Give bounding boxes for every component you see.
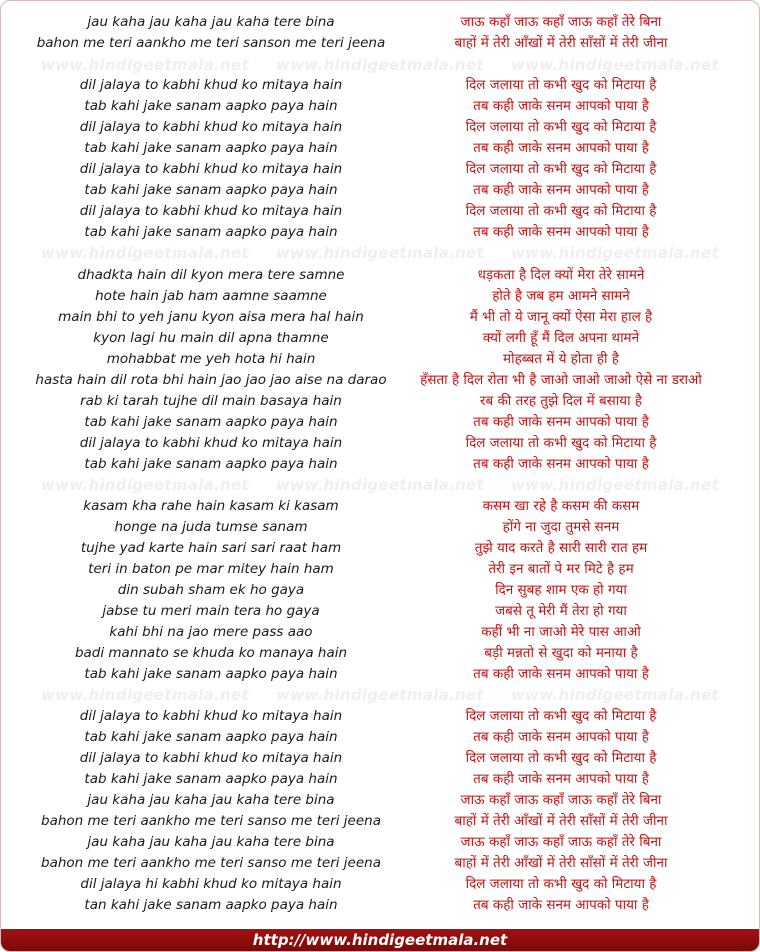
lyric-line-hindi: दिल जलाया तो कभी खुद को मिटाया है [465, 161, 657, 177]
lyric-line-roman: dil jalaya to kabhi khud ko mitaya hain [79, 203, 343, 219]
lyric-line-hindi: दिल जलाया तो कभी खुद को मिटाया है [465, 77, 657, 93]
lyric-line-hindi: तब कही जाके सनम आपको पाया है [473, 897, 649, 913]
lyric-line-hindi: दिल जलाया तो कभी खुद को मिटाया है [465, 750, 657, 766]
lyric-line-roman: tab kahi jake sanam aapko paya hain [84, 140, 338, 156]
lyric-line-roman: tab kahi jake sanam aapko paya hain [84, 456, 338, 472]
lyric-line-roman: tab kahi jake sanam aapko paya hain [84, 729, 338, 745]
lyric-line-hindi: तुझे याद करते है सारी सारी रात हम [474, 540, 648, 556]
lyric-line-roman: tan kahi jake sanam aapko paya hain [84, 897, 338, 913]
footer-link[interactable]: http://www.hindigeetmala.net [252, 931, 508, 949]
lyric-line-hindi: होते है जब हम आमने सामने [492, 288, 630, 304]
lyric-line-roman: jau kaha jau kaha jau kaha tere bina [87, 14, 335, 30]
lyric-line-hindi: जाऊ कहाँ जाऊ कहाँ जाऊ कहाँ तेरे बिना [460, 792, 662, 808]
lyric-line-roman: hasta hain dil rota bhi hain jao jao jao aise na darao [35, 372, 387, 388]
lyric-line-roman: bahon me teri aankho me teri sanso me teri jeena [41, 813, 381, 829]
lyric-line-roman: dil jalaya hi kabhi khud ko mitaya hain [80, 876, 342, 892]
lyric-line-hindi: दिल जलाया तो कभी खुद को मिटाया है [465, 119, 657, 135]
lyric-line-hindi: बड़ी मन्नतो से खुदा को मनाया है [484, 645, 638, 661]
lyric-line-roman: tab kahi jake sanam aapko paya hain [84, 771, 338, 787]
lyric-line-roman: main bhi to yeh janu kyon aisa mera hal hain [58, 309, 364, 325]
lyric-line-roman: din subah sham ek ho gaya [117, 582, 305, 598]
lyric-line-roman: tab kahi jake sanam aapko paya hain [84, 182, 338, 198]
lyric-line-hindi: तब कही जाके सनम आपको पाया है [473, 414, 649, 430]
lyric-line-hindi: बाहों में तेरी आँखों में तेरी साँसों में तेरी जीना [454, 35, 668, 51]
watermark-text: www.hindigeetmala.net [41, 56, 249, 74]
lyric-line-roman: dil jalaya to kabhi khud ko mitaya hain [79, 161, 343, 177]
lyric-line-hindi: क्यों लगी हूँ मैं दिल अपना थामने [482, 330, 640, 346]
lyric-line-roman: jau kaha jau kaha jau kaha tere bina [87, 792, 335, 808]
lyric-line-hindi: कसम खा रहे है कसम की कसम [482, 498, 640, 514]
watermark-text: www.hindigeetmala.net [276, 476, 484, 494]
watermark-text: www.hindigeetmala.net [511, 56, 719, 74]
watermark-text: www.hindigeetmala.net [276, 686, 484, 704]
lyric-line-roman: teri in baton pe mar mitey hain ham [88, 561, 334, 577]
lyric-line-hindi: जबसे तू मेरी मैं तेरा हो गया [495, 603, 627, 619]
lyric-line-hindi: दिल जलाया तो कभी खुद को मिटाया है [465, 203, 657, 219]
lyric-line-roman: hote hain jab ham aamne saamne [95, 288, 327, 304]
lyric-line-roman: tujhe yad karte hain sari sari raat ham [80, 540, 342, 556]
lyric-line-hindi: रब की तरह तुझे दिल में बसाया है [479, 393, 643, 409]
lyric-line-hindi: तब कही जाके सनम आपको पाया है [473, 666, 649, 682]
lyric-line-roman: dil jalaya to kabhi khud ko mitaya hain [79, 119, 343, 135]
lyric-line-hindi: तेरी इन बातों पे मर मिटे है हम [488, 561, 634, 577]
lyric-line-roman: kasam kha rahe hain kasam ki kasam [83, 498, 339, 514]
lyric-line-hindi: दिल जलाया तो कभी खुद को मिटाया है [465, 876, 657, 892]
watermark-text: www.hindigeetmala.net [41, 686, 249, 704]
footer-bar [1, 929, 759, 951]
lyric-line-hindi: होंगे ना जुदा तुमसे सनम [502, 519, 620, 535]
lyric-line-hindi: कहीं भी ना जाओ मेरे पास आओ [481, 624, 641, 640]
watermark-text: www.hindigeetmala.net [276, 244, 484, 262]
lyric-line-roman: tab kahi jake sanam aapko paya hain [84, 98, 338, 114]
lyric-line-hindi: मोहब्बत में ये होता ही है [503, 351, 619, 367]
lyric-line-hindi: तब कही जाके सनम आपको पाया है [473, 140, 649, 156]
lyric-line-hindi: तब कही जाके सनम आपको पाया है [473, 182, 649, 198]
lyric-line-hindi: दिल जलाया तो कभी खुद को मिटाया है [465, 435, 657, 451]
lyric-line-hindi: तब कही जाके सनम आपको पाया है [473, 98, 649, 114]
lyric-line-roman: mohabbat me yeh hota hi hain [106, 351, 316, 367]
lyric-line-hindi: जाऊ कहाँ जाऊ कहाँ जाऊ कहाँ तेरे बिना [460, 14, 662, 30]
lyric-line-roman: dhadkta hain dil kyon mera tere samne [77, 267, 345, 283]
lyric-line-hindi: धड़कता है दिल क्यों मेरा तेरे सामने [477, 267, 645, 283]
lyric-line-hindi: दिन सुबह शाम एक हो गया [495, 582, 627, 598]
lyric-line-roman: tab kahi jake sanam aapko paya hain [84, 224, 338, 240]
lyric-line-roman: rab ki tarah tujhe dil main basaya hain [80, 393, 342, 409]
lyric-line-roman: bahon me teri aankho me teri sanson me teri jeena [36, 35, 386, 51]
watermark-text: www.hindigeetmala.net [511, 686, 719, 704]
watermark-text: www.hindigeetmala.net [41, 476, 249, 494]
lyric-line-hindi: तब कही जाके सनम आपको पाया है [473, 456, 649, 472]
lyric-line-roman: tab kahi jake sanam aapko paya hain [84, 666, 338, 682]
lyric-line-roman: jabse tu meri main tera ho gaya [102, 603, 320, 619]
watermark-text: www.hindigeetmala.net [511, 476, 719, 494]
lyric-line-roman: badi mannato se khuda ko manaya hain [74, 645, 348, 661]
watermark-text: www.hindigeetmala.net [41, 244, 249, 262]
lyric-line-roman: dil jalaya to kabhi khud ko mitaya hain [79, 77, 343, 93]
lyric-line-roman: dil jalaya to kabhi khud ko mitaya hain [79, 435, 343, 451]
lyric-line-hindi: तब कही जाके सनम आपको पाया है [473, 224, 649, 240]
lyric-line-roman: kahi bhi na jao mere pass aao [109, 624, 313, 640]
lyric-line-roman: kyon lagi hu main dil apna thamne [93, 330, 329, 346]
lyric-line-roman: jau kaha jau kaha jau kaha tere bina [87, 834, 335, 850]
lyric-line-hindi: जाऊ कहाँ जाऊ कहाँ जाऊ कहाँ तेरे बिना [460, 834, 662, 850]
lyric-line-roman: dil jalaya to kabhi khud ko mitaya hain [79, 708, 343, 724]
lyric-line-roman: honge na juda tumse sanam [114, 519, 308, 535]
lyric-line-roman: bahon me teri aankho me teri sanso me teri jeena [41, 855, 381, 871]
lyrics-body [1, 1, 759, 931]
lyric-line-roman: dil jalaya to kabhi khud ko mitaya hain [79, 750, 343, 766]
lyric-line-hindi: बाहों में तेरी आँखों में तेरी साँसों में तेरी जीना [454, 855, 668, 871]
lyric-line-hindi: बाहों में तेरी आँखों में तेरी साँसों में तेरी जीना [454, 813, 668, 829]
lyric-line-hindi: मैं भी तो ये जानू क्यों ऐसा मेरा हाल है [469, 309, 653, 325]
lyric-line-hindi: हँसता है दिल रोता भी है जाओ जाओ जाओ ऐसे ना डराओ [420, 372, 702, 388]
watermark-text: www.hindigeetmala.net [511, 244, 719, 262]
lyric-line-roman: tab kahi jake sanam aapko paya hain [84, 414, 338, 430]
lyric-line-hindi: दिल जलाया तो कभी खुद को मिटाया है [465, 708, 657, 724]
watermark-text: www.hindigeetmala.net [276, 56, 484, 74]
lyric-line-hindi: तब कही जाके सनम आपको पाया है [473, 729, 649, 745]
lyric-line-hindi: तब कही जाके सनम आपको पाया है [473, 771, 649, 787]
